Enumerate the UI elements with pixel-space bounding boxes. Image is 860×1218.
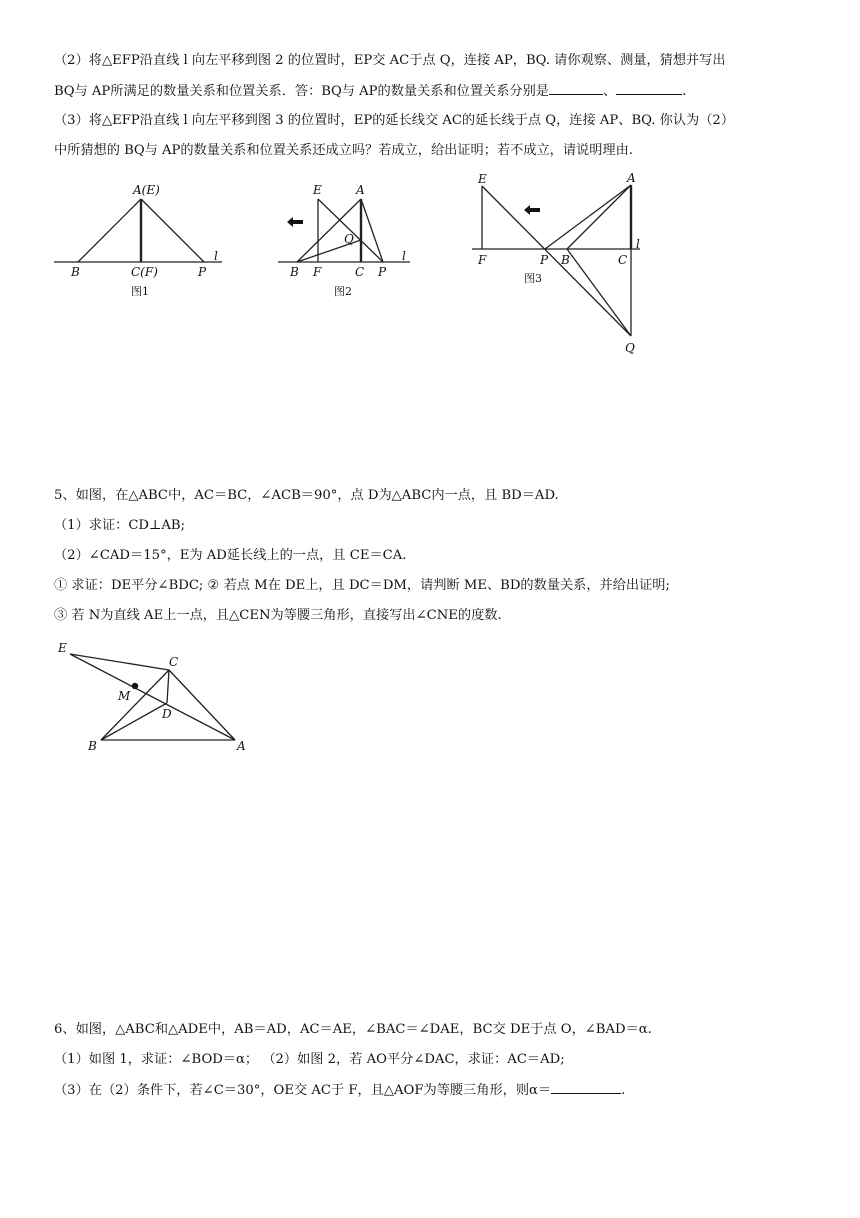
q5-stem: 5、如图，在△ABC中，AC＝BC，∠ACB＝90°，点 D为△ABC内一点，且 BD＝AD. [54,488,559,503]
caption-fig3: 图3 [524,272,542,285]
label-a: A(E) [133,183,160,197]
q5-part1: （1）求证：CD⊥AB; [54,518,186,533]
label-b: B [71,265,80,279]
label-p: P [198,265,207,279]
q6-part1-2: （1）如图 1，求证：∠BOD＝α； （2）如图 2，若 AO平分∠DAC，求证：AC＝AD; [54,1052,565,1067]
q6-part3 [54,1081,625,1100]
point-m [132,683,138,689]
end-period: . [621,1083,626,1098]
end-period: . [682,84,687,99]
caption-fig2: 图2 [334,285,352,298]
q4-part3-line2: 中所猜想的 BQ与 AP的数量关系和位置关系还成立吗？若成立，给出证明；若不成立，请说明理由. [54,143,633,158]
figure-q5 [57,641,246,753]
label-l: l [214,249,218,263]
q6-stem: 6、如图，△ABC和△ADE中，AB＝AD，AC＝AE，∠BAC＝∠DAE，BC交 DE于点 O，∠BAD＝α. [54,1022,652,1037]
caption-fig1: 图1 [131,285,149,298]
label-a: A [356,183,365,197]
q5-part2-i-ii: ① 求证：DE平分∠BDC; ② 若点 M在 DE上，且 DC＝DM，请判断 ME、BD的数量关系，并给出证明; [54,578,670,593]
q5-part2-iii: ③ 若 N为直线 AE上一点，且△CEN为等腰三角形，直接写出∠CNE的度数. [54,608,502,623]
label-e: E [478,172,487,186]
q4-part2-line1: （2）将△EFP沿直线 l 向左平移到图 2 的位置时，EP交 AC于点 Q，连接 AP，BQ. 请你观察、测量，猜想并写出 [54,53,726,68]
label-b: B [290,265,299,279]
label-a: A [627,171,636,185]
label-q: Q [625,341,635,355]
label-c: C [618,253,628,267]
label-l: l [402,249,406,263]
label-b: B [88,739,97,753]
q4-part2-text: BQ与 AP所满足的数量关系和位置关系．答：BQ与 AP的数量关系和位置关系分别是 [54,84,549,99]
label-p: P [378,265,387,279]
label-e: E [58,641,67,655]
label-b: B [561,253,570,267]
label-c: C(F) [131,265,158,279]
label-q: Q [344,232,354,246]
label-f: F [478,253,487,267]
separator: 、 [603,84,617,99]
label-c: C [169,655,179,669]
answer-blank-alpha[interactable] [551,1081,621,1094]
label-d: D [162,707,172,721]
q5-part2: （2）∠CAD＝15°，E为 AD延长线上的一点，且 CE＝CA. [54,548,407,563]
q6-part3-text: （3）在（2）条件下，若∠C＝30°，OE交 AC于 F，且△AOF为等腰三角形，则α＝ [54,1083,552,1098]
segment-cd [167,670,169,703]
label-p: P [540,253,549,267]
label-l: l [636,237,640,251]
segment-bc [101,670,169,740]
label-e: E [313,183,322,197]
segment-bd [101,703,167,740]
label-c: C [355,265,365,279]
label-a: A [237,739,246,753]
segment-ca [169,670,235,740]
label-f: F [313,265,322,279]
label-m: M [118,689,131,703]
q4-part3-line1: （3）将△EFP沿直线 l 向左平移到图 3 的位置时，EP的延长线交 AC的延长线于点 Q，连接 AP、BQ. 你认为（2） [54,113,735,128]
